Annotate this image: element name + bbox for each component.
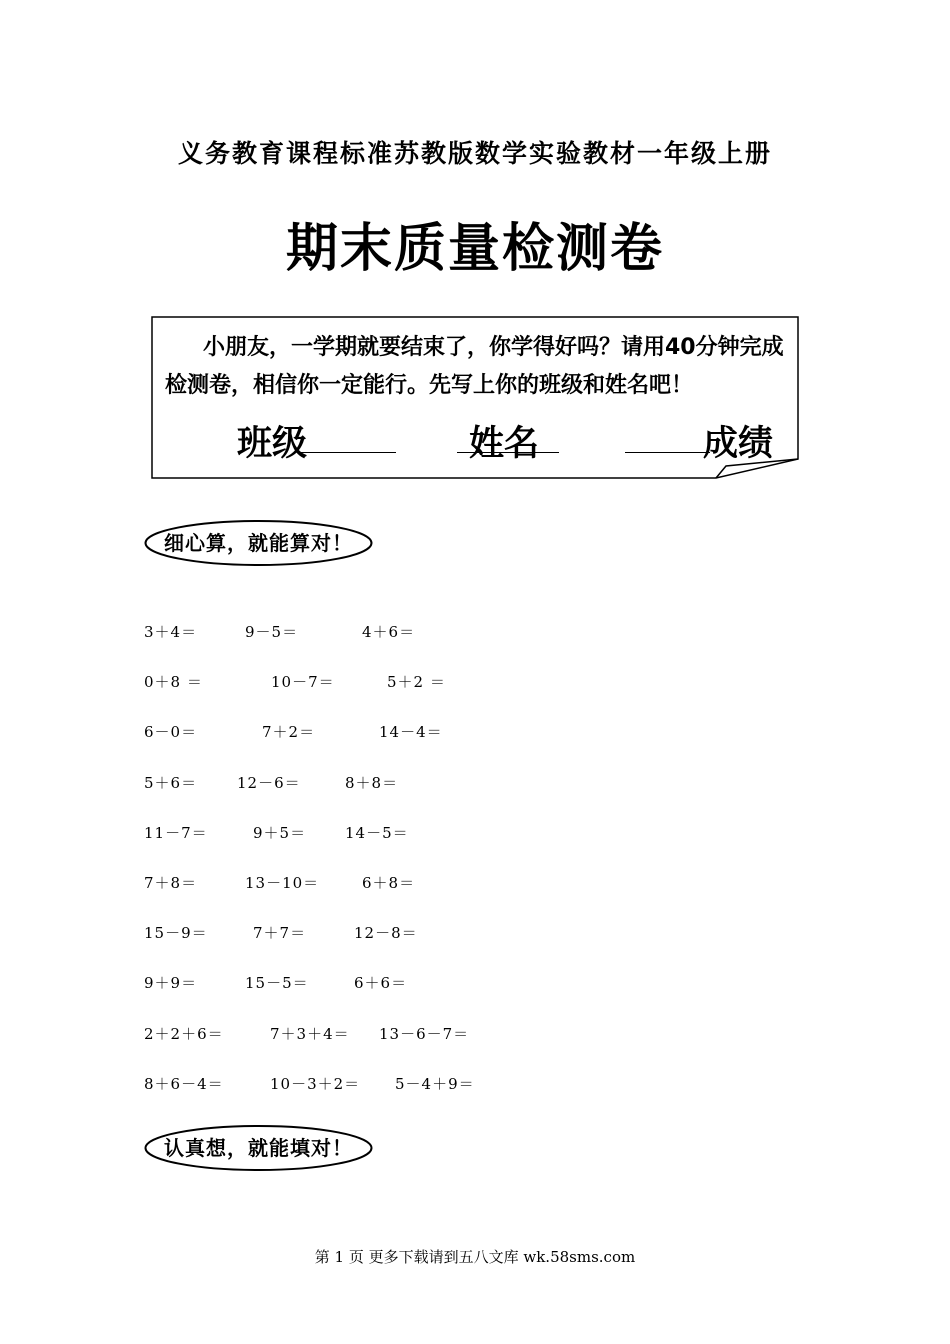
problem: 4＋6＝ — [362, 623, 416, 641]
problem: 2＋2＋6＝ — [144, 1025, 224, 1043]
intro-box — [151, 316, 799, 479]
problem: 7＋8＝ — [144, 874, 198, 892]
problem: 6－0＝ — [144, 723, 198, 741]
section-badge-calculate: 细心算，就能算对！ — [144, 519, 373, 567]
problem: 7＋2＝ — [262, 723, 316, 741]
problem: 15－9＝ — [144, 924, 208, 942]
problem-row — [0, 922, 950, 952]
problem-row — [0, 1073, 950, 1103]
problem-row — [0, 772, 950, 802]
problem-row — [0, 872, 950, 902]
problem: 8＋6－4＝ — [144, 1075, 224, 1093]
problem: 6＋6＝ — [354, 974, 408, 992]
name-blank[interactable] — [457, 452, 559, 453]
problem: 9＋5＝ — [253, 824, 307, 842]
problem: 3＋4＝ — [144, 623, 198, 641]
problem: 6＋8＝ — [362, 874, 416, 892]
problem: 5＋6＝ — [144, 774, 198, 792]
problem-row — [0, 822, 950, 852]
problem: 9＋9＝ — [144, 974, 198, 992]
class-label: 班级 — [237, 424, 308, 464]
intro-text-line-1: 小朋友，一学期就要结束了，你学得好吗？请用40分钟完成 — [203, 335, 784, 360]
problem: 13－10＝ — [245, 874, 320, 892]
problem: 13－6－7＝ — [379, 1025, 470, 1043]
problem: 15－5＝ — [245, 974, 309, 992]
problem-row — [0, 972, 950, 1002]
problem: 10－7＝ — [271, 673, 335, 691]
intro-text-line-2: 检测卷，相信你一定能行。先写上你的班级和姓名吧！ — [165, 373, 694, 398]
document-title: 期末质量检测卷 — [285, 219, 664, 279]
problem: 11－7＝ — [144, 824, 208, 842]
problem-row — [0, 671, 950, 701]
problem-row — [0, 1023, 950, 1053]
problem: 8＋8＝ — [345, 774, 399, 792]
score-label: 成绩 — [703, 424, 774, 464]
section-badge-fill: 认真想，就能填对！ — [144, 1124, 373, 1172]
problem: 12－6＝ — [237, 774, 301, 792]
problem: 0＋8 ＝ — [144, 673, 203, 691]
score-blank[interactable] — [625, 452, 710, 453]
document-subtitle: 义务教育课程标准苏教版数学实验教材一年级上册 — [177, 139, 772, 168]
class-blank[interactable] — [299, 452, 396, 453]
problem: 12－8＝ — [354, 924, 418, 942]
page-footer: 第 1 页 更多下载请到五八文库 wk.58sms.com — [314, 1248, 636, 1266]
problem: 7＋7＝ — [253, 924, 307, 942]
problem: 9－5＝ — [245, 623, 299, 641]
problem-row — [0, 621, 950, 651]
problem: 14－4＝ — [379, 723, 443, 741]
problem: 5＋2 ＝ — [387, 673, 446, 691]
problem: 5－4＋9＝ — [395, 1075, 475, 1093]
name-label: 姓名 — [469, 424, 540, 464]
problem-row — [0, 721, 950, 751]
problem: 14－5＝ — [345, 824, 409, 842]
problem: 10－3＋2＝ — [270, 1075, 361, 1093]
problem: 7＋3＋4＝ — [270, 1025, 350, 1043]
